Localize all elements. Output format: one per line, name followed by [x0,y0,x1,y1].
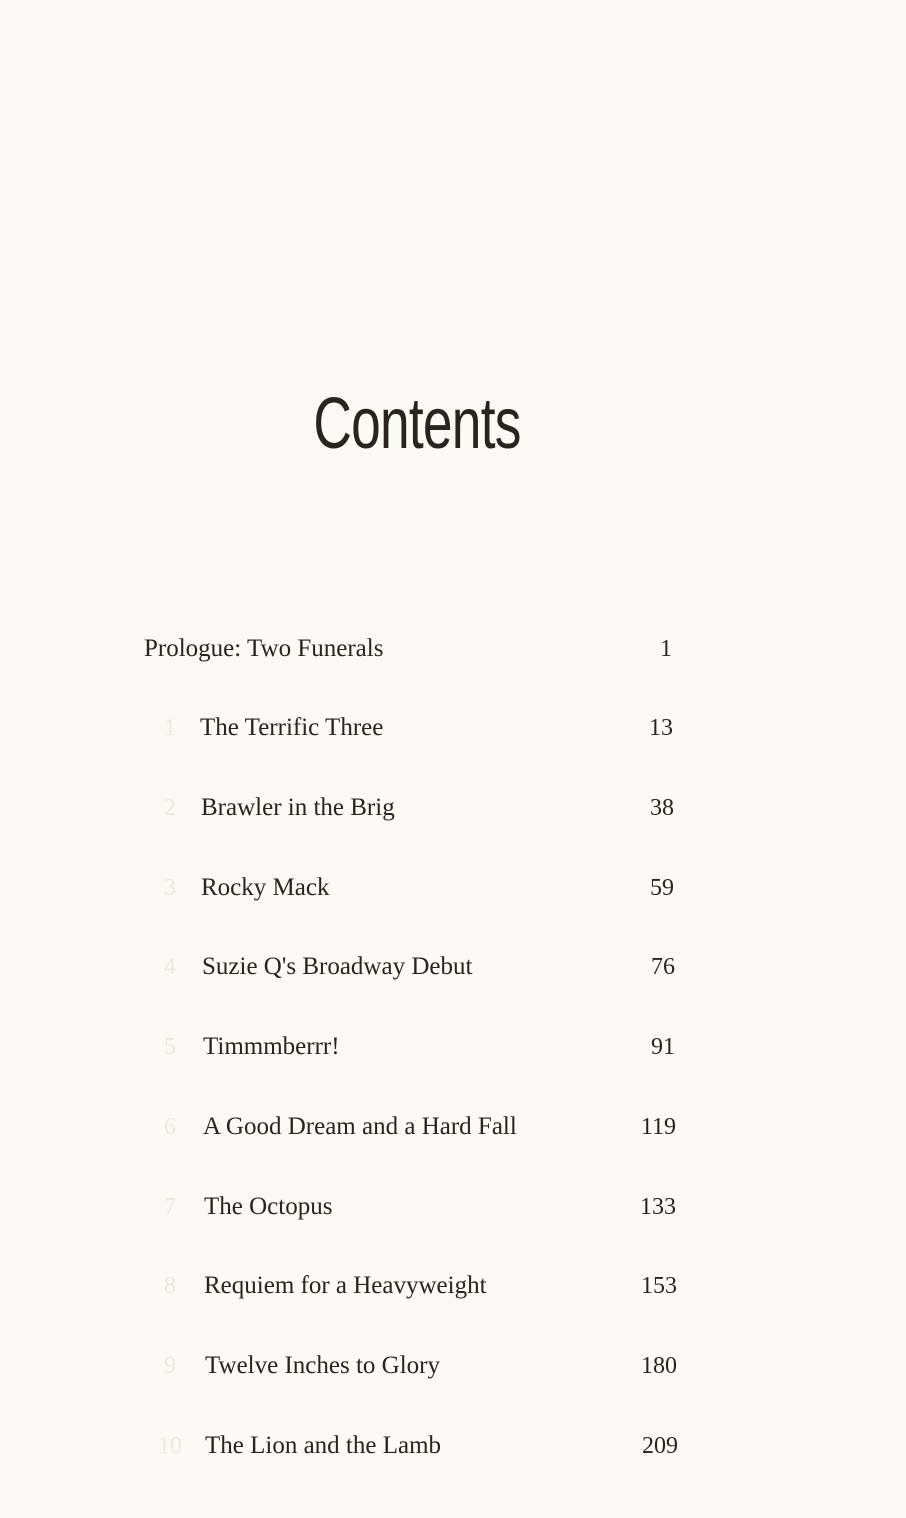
toc-entry-chapter-4[interactable] [0,947,906,987]
chapter-number: 1 [164,715,176,741]
toc-entry-label: A Good Dream and a Hard Fall [203,1113,517,1140]
chapter-number: 3 [164,875,176,901]
toc-entry-page: 133 [640,1194,676,1220]
chapter-number: 6 [164,1114,176,1140]
chapter-number: 10 [158,1433,182,1459]
toc-entry-page: 153 [641,1273,677,1299]
toc-entry-chapter-2[interactable] [0,788,906,828]
toc-entry-label: Prologue: Two Funerals [144,635,384,662]
toc-entry-label: Rocky Mack [201,874,330,901]
toc-entry-prologue[interactable] [0,629,906,669]
toc-entry-label: Requiem for a Heavyweight [204,1272,487,1299]
chapter-number: 2 [164,795,176,821]
toc-entry-label: The Terrific Three [200,714,384,741]
toc-entry-chapter-3[interactable] [0,868,906,908]
toc-entry-label: Brawler in the Brig [201,794,395,821]
toc-entry-chapter-5[interactable] [0,1027,906,1067]
toc-entry-page: 76 [651,954,675,980]
chapter-number: 4 [164,954,176,980]
page-title: Contents [313,384,521,464]
toc-entry-label: The Lion and the Lamb [205,1432,442,1459]
toc-entry-chapter-7[interactable] [0,1187,906,1227]
toc-entry-chapter-10[interactable] [0,1426,906,1466]
toc-entry-page: 1 [660,636,672,662]
toc-entry-page: 59 [650,875,674,901]
chapter-number: 7 [164,1194,176,1220]
toc-entry-page: 180 [641,1353,677,1379]
toc-entry-chapter-1[interactable] [0,708,906,748]
chapter-number: 8 [164,1273,176,1299]
toc-entry-chapter-8[interactable] [0,1266,906,1306]
toc-entry-label: Suzie Q's Broadway Debut [202,953,473,980]
toc-entry-label: The Octopus [204,1193,333,1220]
toc-entry-label: Timmmberrr! [203,1033,340,1060]
toc-entry-page: 119 [640,1114,676,1140]
toc-entry-page: 13 [649,715,673,741]
toc-entry-label: Twelve Inches to Glory [205,1352,440,1379]
toc-entry-chapter-9[interactable] [0,1346,906,1386]
toc-entry-page: 209 [642,1433,678,1459]
toc-entry-page: 38 [650,795,674,821]
toc-entry-chapter-6[interactable] [0,1107,906,1147]
toc-entry-page: 91 [651,1034,675,1060]
chapter-number: 9 [164,1353,176,1379]
chapter-number: 5 [164,1034,176,1060]
